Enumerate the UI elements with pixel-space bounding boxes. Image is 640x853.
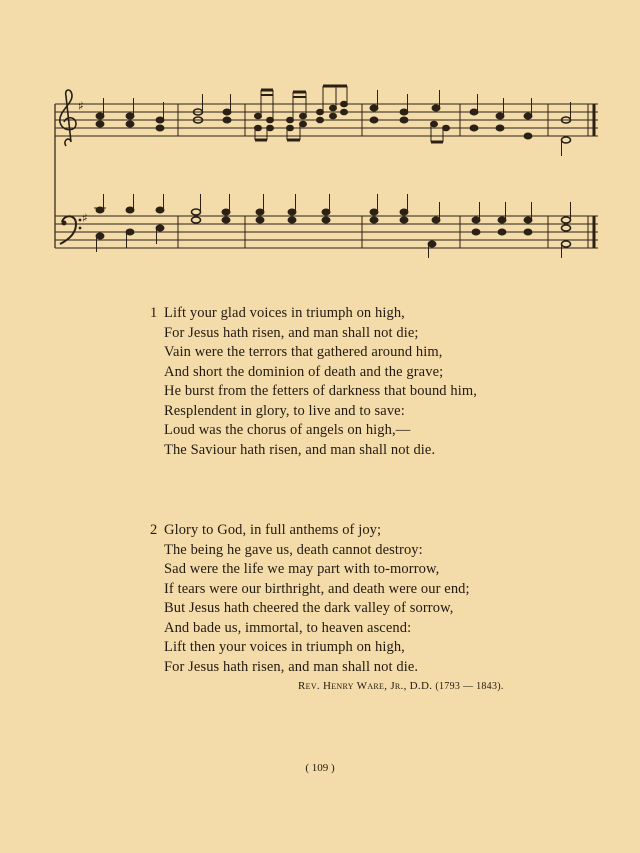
treble-clef-icon xyxy=(60,90,76,146)
page-number: ( 109 ) xyxy=(305,762,335,774)
bar-lines xyxy=(178,104,594,248)
author-name: Rev. Henry Ware, Jr., D.D. xyxy=(298,680,433,692)
verse-line: For Jesus hath risen, and man shall not die. xyxy=(164,658,419,675)
verse-number: 2 xyxy=(150,522,158,538)
music-score xyxy=(0,0,640,270)
treble-notes xyxy=(96,86,571,156)
verse-line: And bade us, immortal, to heaven ascend: xyxy=(164,619,412,636)
verse-line: The Saviour hath risen, and man shall not die. xyxy=(164,441,436,458)
verse-2 xyxy=(150,521,470,677)
verse-line: He burst from the fetters of darkness that bound him, xyxy=(164,383,477,399)
verse-1 xyxy=(150,304,477,460)
verse-line: Loud was the chorus of angels on high,— xyxy=(164,422,411,438)
key-sharp-treble: ♯ xyxy=(78,99,84,113)
verse-line: The being he gave us, death cannot destroy: xyxy=(164,541,423,558)
verse-line: 2 Glory to God, in full anthems of joy; xyxy=(150,521,470,541)
verse-line: 1 Lift your glad voices in triumph on high, xyxy=(150,304,477,324)
verse-line: Lift then your voices in triumph on high, xyxy=(164,639,405,655)
verse-line: And short the dominion of death and the grave; xyxy=(164,363,444,380)
key-sharp-bass: ♯ xyxy=(82,211,88,225)
treble-staff xyxy=(55,104,598,136)
verse-line: If tears were our birthright, and death were our end; xyxy=(164,580,470,597)
verse-line: Vain were the terrors that gathered around him, xyxy=(164,344,443,360)
verse-line: For Jesus hath risen, and man shall not die; xyxy=(164,324,419,341)
verse-line: Resplendent in glory, to live and to save: xyxy=(164,402,405,419)
author-dates: (1793 — 1843). xyxy=(435,681,504,692)
verse-number: 1 xyxy=(150,305,158,321)
author-attribution xyxy=(298,680,504,692)
verse-line: Sad were the life we may part with to-morrow, xyxy=(164,561,440,577)
verse-line: But Jesus hath cheered the dark valley of sorrow, xyxy=(164,600,454,616)
